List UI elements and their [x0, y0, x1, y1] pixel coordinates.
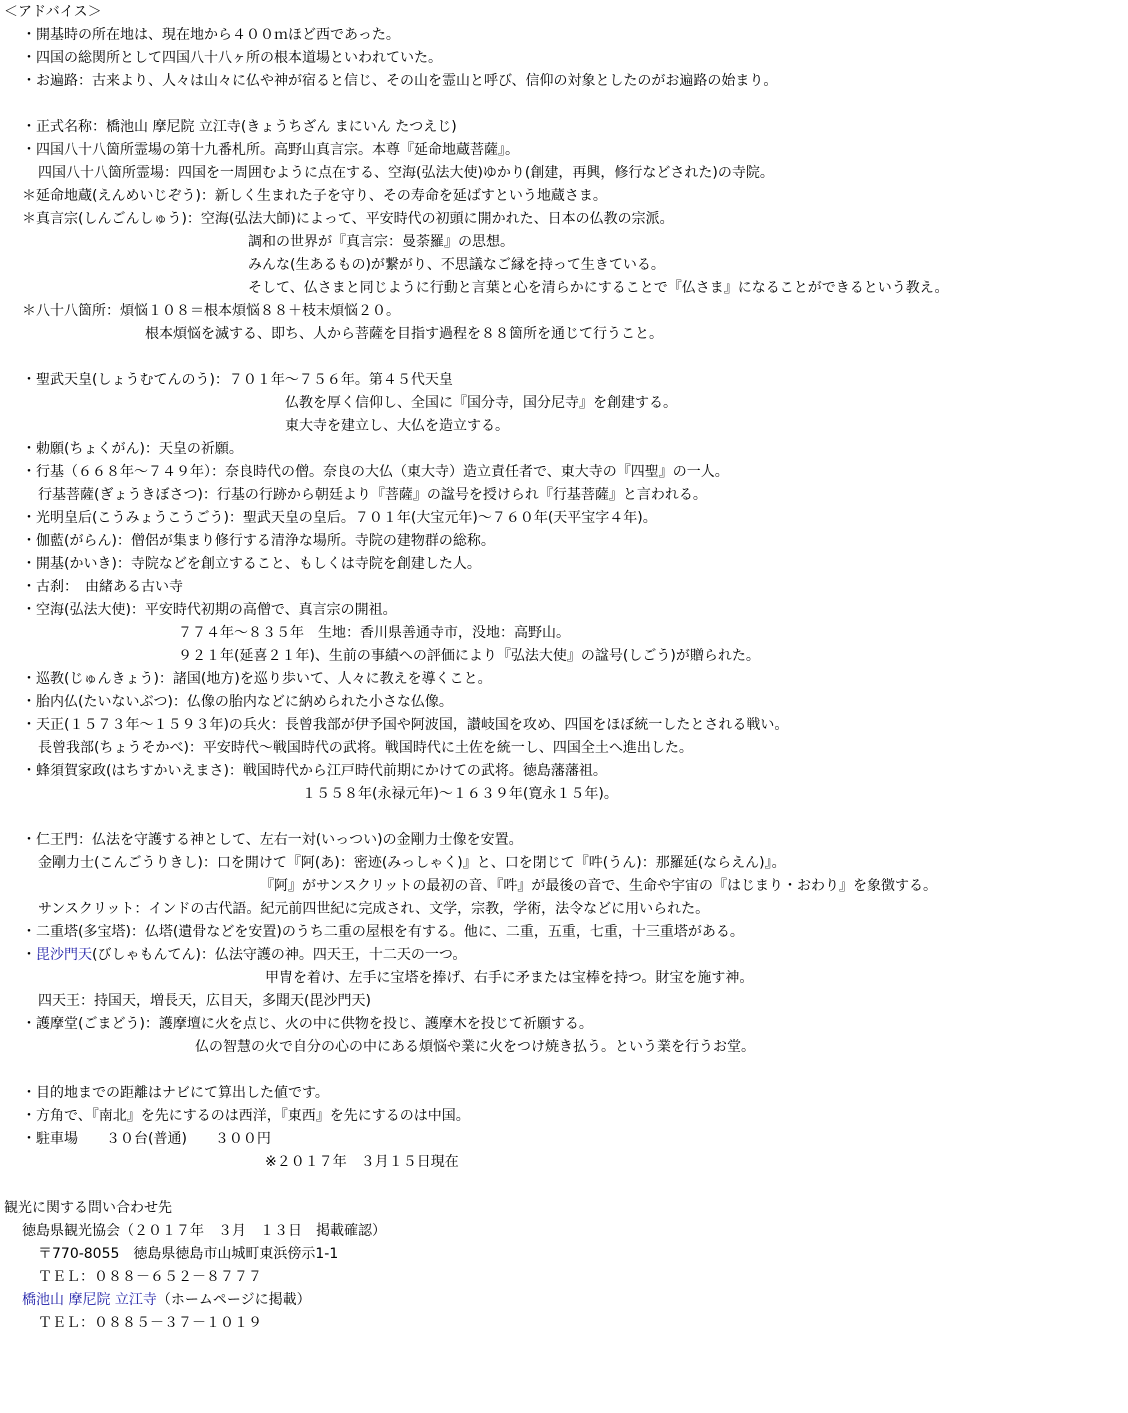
temple-tel: ＴＥＬ：０８８５－３７－１０１９ — [38, 1315, 262, 1331]
advice-line: ・伽藍(がらん)：僧侶が集まり修行する清浄な場所。寺院の建物群の総称。 — [22, 533, 495, 549]
advice-line-bishamonten — [22, 945, 466, 965]
advice-line: 甲冑を着け、左手に宝塔を捧げ、右手に矛または宝棒を持つ。財宝を施す神。 — [265, 970, 754, 986]
advice-line: ・行基（６６８年～７４９年）：奈良時代の僧。奈良の大仏（東大寺）造立責任者で、東大寺の『四聖』の一人。 — [22, 464, 729, 480]
parking-line: ・駐車場 ３０台(普通) ３００円 — [22, 1131, 271, 1147]
advice-line: ・聖武天皇(しょうむてんのう)：７０１年～７５６年。第４５代天皇 — [22, 372, 453, 388]
advice-line: ・空海(弘法大使)：平安時代初期の高僧で、真言宗の開祖。 — [22, 602, 397, 618]
advice-line: 四国八十八箇所霊場：四国を一周囲むように点在する、空海(弘法大使)ゆかり(創建，再興，修行などされた)の寺院。 — [38, 165, 774, 181]
advice-line: 金剛力士(こんごうりきし)：口を開けて『阿(あ)：密迹(みっしゃく)』と、口を閉じて『吽(うん)：那羅延(ならえん)』。 — [38, 855, 786, 871]
contact-heading: 観光に関する問い合わせ先 — [4, 1200, 172, 1216]
advice-heading: ＜アドバイス＞ — [4, 4, 102, 20]
bullet: ・ — [22, 947, 36, 963]
advice-line: 長曾我部(ちょうそかべ)：平安時代～戦国時代の武将。戦国時代に土佐を統一し、四国全土へ進出した。 — [38, 740, 693, 756]
advice-line: ・四国の総関所として四国八十八ヶ所の根本道場といわれていた。 — [22, 50, 442, 66]
advice-line: ・光明皇后(こうみょうこうごう)：聖武天皇の皇后。７０１年(大宝元年)～７６０年(天平宝字４年)。 — [22, 510, 657, 526]
advice-line: ＊八十八箇所：煩悩１０８＝根本煩悩８８＋枝末煩悩２０。 — [22, 303, 400, 319]
advice-line: 四天王：持国天，増長天，広目天，多聞天(毘沙門天) — [38, 993, 371, 1009]
bishamonten-link[interactable]: 毘沙門天 — [36, 947, 92, 963]
advice-line: ７７４年～８３５年 生地：香川県善通寺市，没地：高野山。 — [178, 625, 570, 641]
advice-line: ・古刹： 由緒ある古い寺 — [22, 579, 183, 595]
advice-line: ・二重塔(多宝塔)：仏塔(遺骨などを安置)のうち二重の屋根を有する。他に、二重，五重，七重，十三重塔がある。 — [22, 924, 744, 940]
advice-line: ＊真言宗(しんごんしゅう)：空海(弘法大師)によって、平安時代の初頭に開かれた、日本の仏教の宗派。 — [22, 211, 674, 227]
contact-address: 〒770-8055 徳島県徳島市山城町東浜傍示1-1 — [38, 1246, 339, 1262]
advice-line: ・開基(かいき)：寺院などを創立すること、もしくは寺院を創建した人。 — [22, 556, 481, 572]
temple-homepage-line — [22, 1290, 311, 1310]
advice-line: ・天正(１５７３年～１５９３年)の兵火：長曾我部が伊予国や阿波国，讃岐国を攻め、四国をほぼ統一したとされる戦い。 — [22, 717, 789, 733]
advice-line: ・巡教(じゅんきょう)：諸国(地方)を巡り歩いて、人々に教えを導くこと。 — [22, 671, 492, 687]
advice-line: ・方角で、『南北』を先にするのは西洋，『東西』を先にするのは中国。 — [22, 1108, 470, 1124]
contact-tel: ＴＥＬ：０８８－６５２－８７７７ — [38, 1269, 262, 1285]
advice-line: ・四国八十八箇所霊場の第十九番札所。高野山真言宗。本尊『延命地蔵菩薩』。 — [22, 142, 519, 158]
temple-homepage-link[interactable]: 橋池山 摩尼院 立江寺 — [22, 1292, 157, 1308]
advice-line: ・正式名称：橋池山 摩尼院 立江寺(きょうちざん まにいん たつえじ) — [22, 119, 457, 135]
advice-line: ・勅願(ちょくがん)：天皇の祈願。 — [22, 441, 243, 457]
advice-line: ・蜂須賀家政(はちすかいえまさ)：戦国時代から江戸時代前期にかけての武将。徳島藩藩祖。 — [22, 763, 607, 779]
advice-line: 仏の智慧の火で自分の心の中にある煩悩や業に火をつけ焼き払う。という業を行うお堂。 — [195, 1039, 755, 1055]
advice-line: 仏教を厚く信仰し、全国に『国分寺，国分尼寺』を創建する。 — [285, 395, 677, 411]
advice-line: ・仁王門：仏法を守護する神として、左右一対(いっつい)の金剛力士像を安置。 — [22, 832, 523, 848]
advice-line: ・開基時の所在地は、現在地から４００ｍほど西であった。 — [22, 27, 400, 43]
contact-org: 徳島県観光協会（２０１７年 ３月 １３日 掲載確認） — [22, 1223, 386, 1239]
advice-line: 根本煩悩を滅する、即ち、人から菩薩を目指す過程を８８箇所を通じて行うこと。 — [145, 326, 663, 342]
advice-line: ・胎内仏(たいないぶつ)：仏像の胎内などに納められた小さな仏像。 — [22, 694, 453, 710]
advice-line: 『阿』がサンスクリットの最初の音、『吽』が最後の音で、生命や宇宙の『はじまり・おわり』を象徴する。 — [260, 878, 938, 894]
advice-line: ・お遍路：古来より、人々は山々に仏や神が宿ると信じ、その山を霊山と呼び、信仰の対象としたのがお遍路の始まり。 — [22, 73, 778, 89]
advice-line: 東大寺を建立し、大仏を造立する。 — [285, 418, 509, 434]
advice-line: ９２１年(延喜２１年)、生前の事績への評価により『弘法大使』の諡号(しごう)が贈られた。 — [178, 648, 760, 664]
advice-line: サンスクリット：インドの古代語。紀元前四世紀に完成され、文学，宗教，学術，法令などに用いられた。 — [38, 901, 710, 917]
advice-line: １５５８年(永禄元年)～１６３９年(寛永１５年)。 — [302, 786, 618, 802]
advice-line: ＊延命地蔵(えんめいじぞう)：新しく生まれた子を守り、その寿命を延ばすという地蔵さま。 — [22, 188, 607, 204]
bishamonten-description: (びしゃもんてん)：仏法守護の神。四天王，十二天の一つ。 — [92, 947, 467, 963]
advice-line: そして、仏さまと同じように行動と言葉と心を清らかにすることで『仏さま』になることができるという教え。 — [248, 280, 949, 296]
advice-line: ・護摩堂(ごまどう)：護摩壇に火を点じ、火の中に供物を投じ、護摩木を投じて祈願する。 — [22, 1016, 593, 1032]
advice-line: 調和の世界が『真言宗：曼荼羅』の思想。 — [248, 234, 514, 250]
temple-homepage-note: （ホームページに掲載） — [156, 1292, 311, 1308]
advice-line: 行基菩薩(ぎょうきぼさつ)：行基の行跡から朝廷より『菩薩』の諡号を授けられ『行基菩薩』と言われる。 — [38, 487, 707, 503]
advice-line: みんな(生あるもの)が繋がり、不思議なご縁を持って生きている。 — [248, 257, 665, 273]
date-note: ※２０１７年 ３月１５日現在 — [265, 1154, 459, 1170]
advice-line: ・目的地までの距離はナビにて算出した値です。 — [22, 1085, 329, 1101]
